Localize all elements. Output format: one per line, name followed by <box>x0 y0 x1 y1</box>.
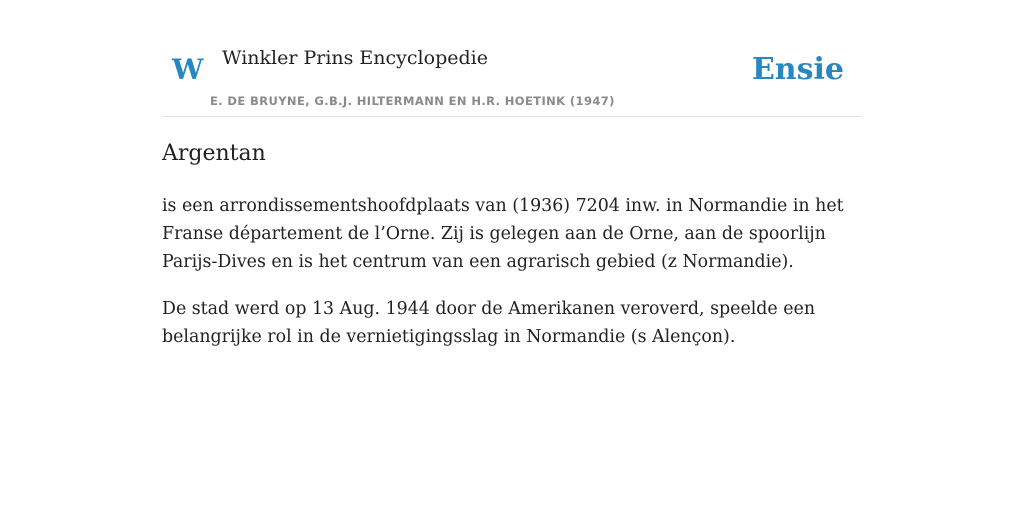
article-title: Argentan <box>162 141 266 166</box>
ensie-brand-link[interactable]: Ensie <box>751 52 844 87</box>
article-paragraph: De stad werd op 13 Aug. 1944 door de Amerikanen veroverd, speelde een belangrijke rol in de vernietigingsslag in Normandie (s Alençon). <box>162 299 816 347</box>
article <box>162 138 862 351</box>
publication-logo[interactable]: W <box>172 53 204 86</box>
publication-authors: E. DE BRUYNE, G.B.J. HILTERMANN EN H.R. HOETINK (1947) <box>210 94 615 108</box>
article-paragraph: is een arrondissementshoofdplaats van (1936) 7204 inw. in Normandie in het Franse département de l’Orne. Zij is gelegen aan de Orne, aan de spoorlijn Parijs-Dives en is het centrum van een agrarisch gebied (z Normandie). <box>162 196 844 272</box>
publication-header <box>162 40 862 117</box>
publication-title[interactable]: Winkler Prins Encyclopedie <box>222 47 488 69</box>
